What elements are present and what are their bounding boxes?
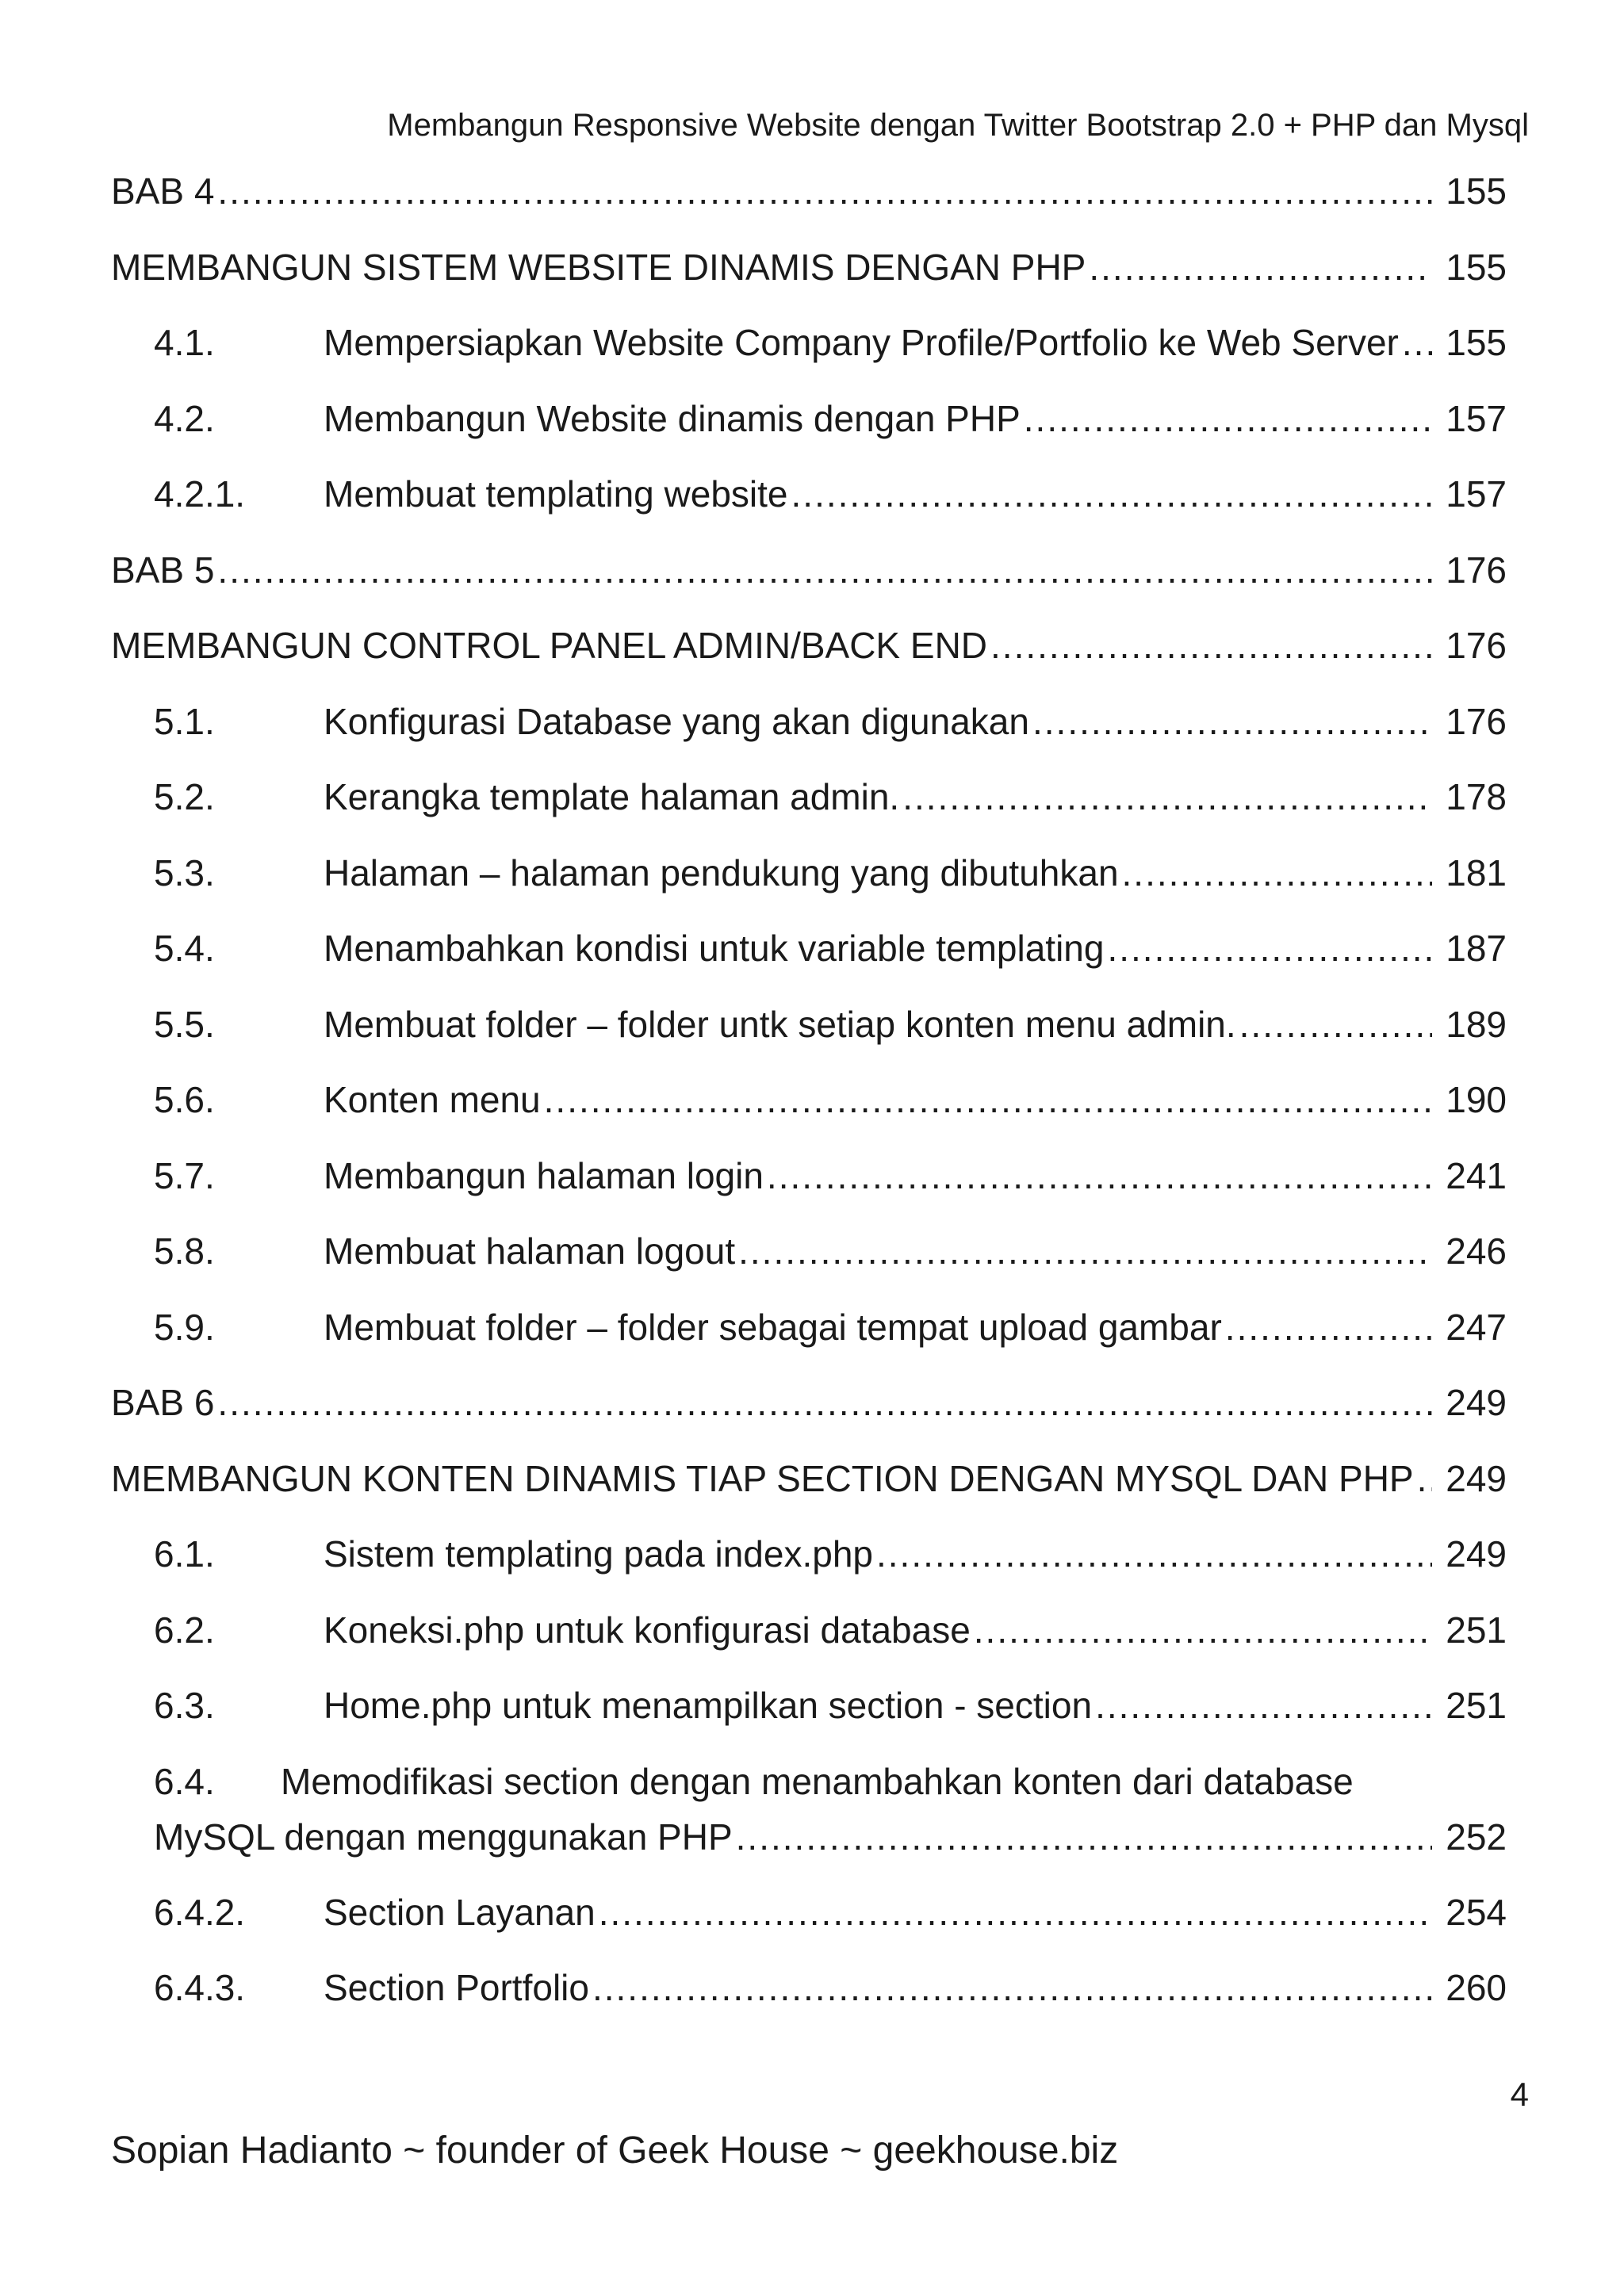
- toc-entry[interactable]: [111, 992, 1507, 1068]
- toc-entry[interactable]: [111, 764, 1507, 840]
- toc-entry-title: Menambahkan kondisi untuk variable templating: [324, 928, 1105, 969]
- toc-entry-number: 5.1.: [154, 700, 215, 742]
- dot-leader: [1095, 1684, 1432, 1727]
- toc-entry-page: 241: [1446, 1154, 1507, 1196]
- toc-entry-page: 246: [1446, 1230, 1507, 1272]
- toc-entry[interactable]: [111, 1749, 1507, 1880]
- toc-entry-title: Membuat folder – folder sebagai tempat upload gambar: [324, 1306, 1222, 1348]
- toc-entry-title: Sistem templating pada index.php: [324, 1533, 873, 1575]
- toc-entry-number: 6.2.: [154, 1609, 215, 1651]
- toc-entry[interactable]: [111, 613, 1507, 689]
- toc-entry-page: 157: [1446, 473, 1507, 515]
- toc-entry[interactable]: [111, 461, 1507, 538]
- toc-entry[interactable]: [111, 235, 1507, 311]
- dot-leader: [1089, 246, 1432, 289]
- dot-leader: [876, 1533, 1432, 1575]
- toc-entry-number: 5.9.: [154, 1306, 215, 1348]
- toc-entry-title: Konten menu: [324, 1079, 541, 1120]
- toc-entry-number: 6.3.: [154, 1685, 215, 1726]
- toc-entry-page: 176: [1446, 625, 1507, 666]
- dot-leader: [1122, 851, 1432, 894]
- toc-entry-page: 251: [1446, 1609, 1507, 1651]
- dot-leader: [217, 170, 1432, 212]
- toc-entry-title: Membuat templating website: [324, 473, 788, 515]
- toc-entry-page: 260: [1446, 1967, 1507, 2008]
- toc-entry-title: MEMBANGUN KONTEN DINAMIS TIAP SECTION DENGAN MYSQL DAN PHP: [111, 1457, 1414, 1499]
- toc-entry-page: 181: [1446, 851, 1507, 894]
- toc-entry-page: 252: [1446, 1816, 1507, 1858]
- toc-entry-title: BAB 4: [111, 170, 215, 212]
- dot-leader: [1402, 321, 1432, 364]
- dot-leader: [736, 1816, 1432, 1858]
- dot-leader: [217, 1381, 1432, 1424]
- toc-entry-number: 5.2.: [154, 776, 215, 817]
- dot-leader: [902, 775, 1432, 818]
- dot-leader: [767, 1154, 1432, 1197]
- toc-entry-title: Membangun halaman login: [324, 1154, 764, 1196]
- toc-entry-title: MEMBANGUN SISTEM WEBSITE DINAMIS DENGAN PHP: [111, 246, 1086, 288]
- dot-leader: [217, 549, 1432, 591]
- toc-entry[interactable]: [111, 840, 1507, 916]
- toc-entry[interactable]: [111, 1143, 1507, 1219]
- dot-leader: [1032, 700, 1432, 743]
- toc-entry-number: 5.6.: [154, 1079, 215, 1120]
- toc-entry-page: 247: [1446, 1306, 1507, 1348]
- toc-entry[interactable]: [111, 1295, 1507, 1371]
- toc-entry-number: 5.3.: [154, 851, 215, 894]
- toc-entry-page: 157: [1446, 397, 1507, 439]
- page-footer: Sopian Hadianto ~ founder of Geek House ~ geekhouse.biz: [111, 2130, 1119, 2172]
- dot-leader: [974, 1609, 1432, 1651]
- toc-entry-title: Memodifikasi section dengan menambahkan konten dari database: [281, 1760, 1354, 1802]
- toc-entry-title: BAB 5: [111, 549, 215, 591]
- toc-entry-number: 4.1.: [154, 322, 215, 363]
- running-header: Membangun Responsive Website dengan Twitter Bootstrap 2.0 + PHP dan Mysql: [387, 108, 1529, 143]
- toc-entry-title: Membuat halaman logout: [324, 1230, 736, 1272]
- toc-entry-page: 176: [1446, 549, 1507, 591]
- toc-entry[interactable]: [111, 1446, 1507, 1522]
- dot-leader: [544, 1078, 1432, 1121]
- dot-leader: [1417, 1457, 1432, 1500]
- toc-entry-page: 251: [1446, 1685, 1507, 1726]
- toc-entry-page: 155: [1446, 322, 1507, 363]
- toc-entry[interactable]: [111, 159, 1507, 235]
- dot-leader: [1024, 397, 1432, 440]
- toc-entry-title-continued: MySQL dengan menggunakan PHP: [154, 1816, 733, 1858]
- dot-leader: [599, 1891, 1432, 1934]
- toc-entry-title: Home.php untuk menampilkan section - section: [324, 1685, 1093, 1726]
- toc-entry-page: 176: [1446, 700, 1507, 742]
- toc-entry-number: 5.4.: [154, 928, 215, 969]
- toc-entry-number: 6.4.3.: [154, 1967, 246, 2008]
- toc-entry-title: Membangun Website dinamis dengan PHP: [324, 397, 1021, 439]
- toc-entry-number: 6.4.2.: [154, 1891, 246, 1933]
- toc-entry-number: 4.2.1.: [154, 473, 246, 515]
- toc-entry-page: 155: [1446, 170, 1507, 212]
- dot-leader: [1239, 1003, 1432, 1046]
- page-number: 4: [1510, 2076, 1529, 2113]
- dot-leader: [990, 624, 1432, 667]
- toc-entry[interactable]: [111, 386, 1507, 462]
- toc-entry-page: 249: [1446, 1533, 1507, 1575]
- toc-entry-title: Section Portfolio: [324, 1967, 589, 2008]
- toc-entry[interactable]: [111, 689, 1507, 765]
- toc-entry-title: Section Layanan: [324, 1891, 596, 1933]
- toc-entry-title: MEMBANGUN CONTROL PANEL ADMIN/BACK END: [111, 625, 988, 666]
- table-of-contents: [111, 159, 1507, 2031]
- toc-entry-title: Koneksi.php untuk konfigurasi database: [324, 1609, 971, 1651]
- dot-leader: [592, 1966, 1432, 2009]
- toc-entry-page: 178: [1446, 776, 1507, 817]
- toc-entry-title: Membuat folder – folder untk setiap konten menu admin.: [324, 1003, 1236, 1045]
- toc-entry-title: Halaman – halaman pendukung yang dibutuhkan: [324, 851, 1119, 894]
- toc-entry-number: 6.4.: [154, 1760, 215, 1802]
- toc-entry[interactable]: [111, 1370, 1507, 1446]
- toc-entry[interactable]: [111, 1521, 1507, 1598]
- toc-entry-number: 5.8.: [154, 1230, 215, 1272]
- toc-entry[interactable]: [111, 1955, 1507, 2031]
- dot-leader: [1225, 1306, 1432, 1349]
- toc-entry-page: 190: [1446, 1079, 1507, 1120]
- dot-leader: [791, 473, 1432, 515]
- toc-entry-page: 155: [1446, 246, 1507, 288]
- dot-leader: [738, 1230, 1432, 1272]
- toc-entry-number: 5.5.: [154, 1003, 215, 1045]
- toc-entry[interactable]: [111, 538, 1507, 614]
- toc-entry-page: 249: [1446, 1457, 1507, 1499]
- toc-entry-title: BAB 6: [111, 1382, 215, 1423]
- toc-entry-number: 5.7.: [154, 1154, 215, 1196]
- toc-entry-page: 189: [1446, 1003, 1507, 1045]
- toc-entry-page: 249: [1446, 1382, 1507, 1423]
- toc-entry-title: Konfigurasi Database yang akan digunakan: [324, 700, 1029, 742]
- toc-entry[interactable]: [111, 1673, 1507, 1749]
- toc-entry-number: 4.2.: [154, 397, 215, 439]
- toc-entry-title: Mempersiapkan Website Company Profile/Portfolio ke Web Server: [324, 322, 1399, 363]
- toc-entry-number: 6.1.: [154, 1533, 215, 1575]
- toc-entry[interactable]: [111, 310, 1507, 386]
- toc-entry[interactable]: [111, 1598, 1507, 1674]
- toc-entry[interactable]: [111, 1880, 1507, 1956]
- toc-entry[interactable]: [111, 1219, 1507, 1295]
- toc-entry[interactable]: [111, 916, 1507, 992]
- toc-entry-title: Kerangka template halaman admin.: [324, 776, 900, 817]
- dot-leader: [1107, 927, 1432, 970]
- toc-entry-page: 254: [1446, 1891, 1507, 1933]
- toc-entry[interactable]: [111, 1067, 1507, 1143]
- toc-entry-page: 187: [1446, 928, 1507, 969]
